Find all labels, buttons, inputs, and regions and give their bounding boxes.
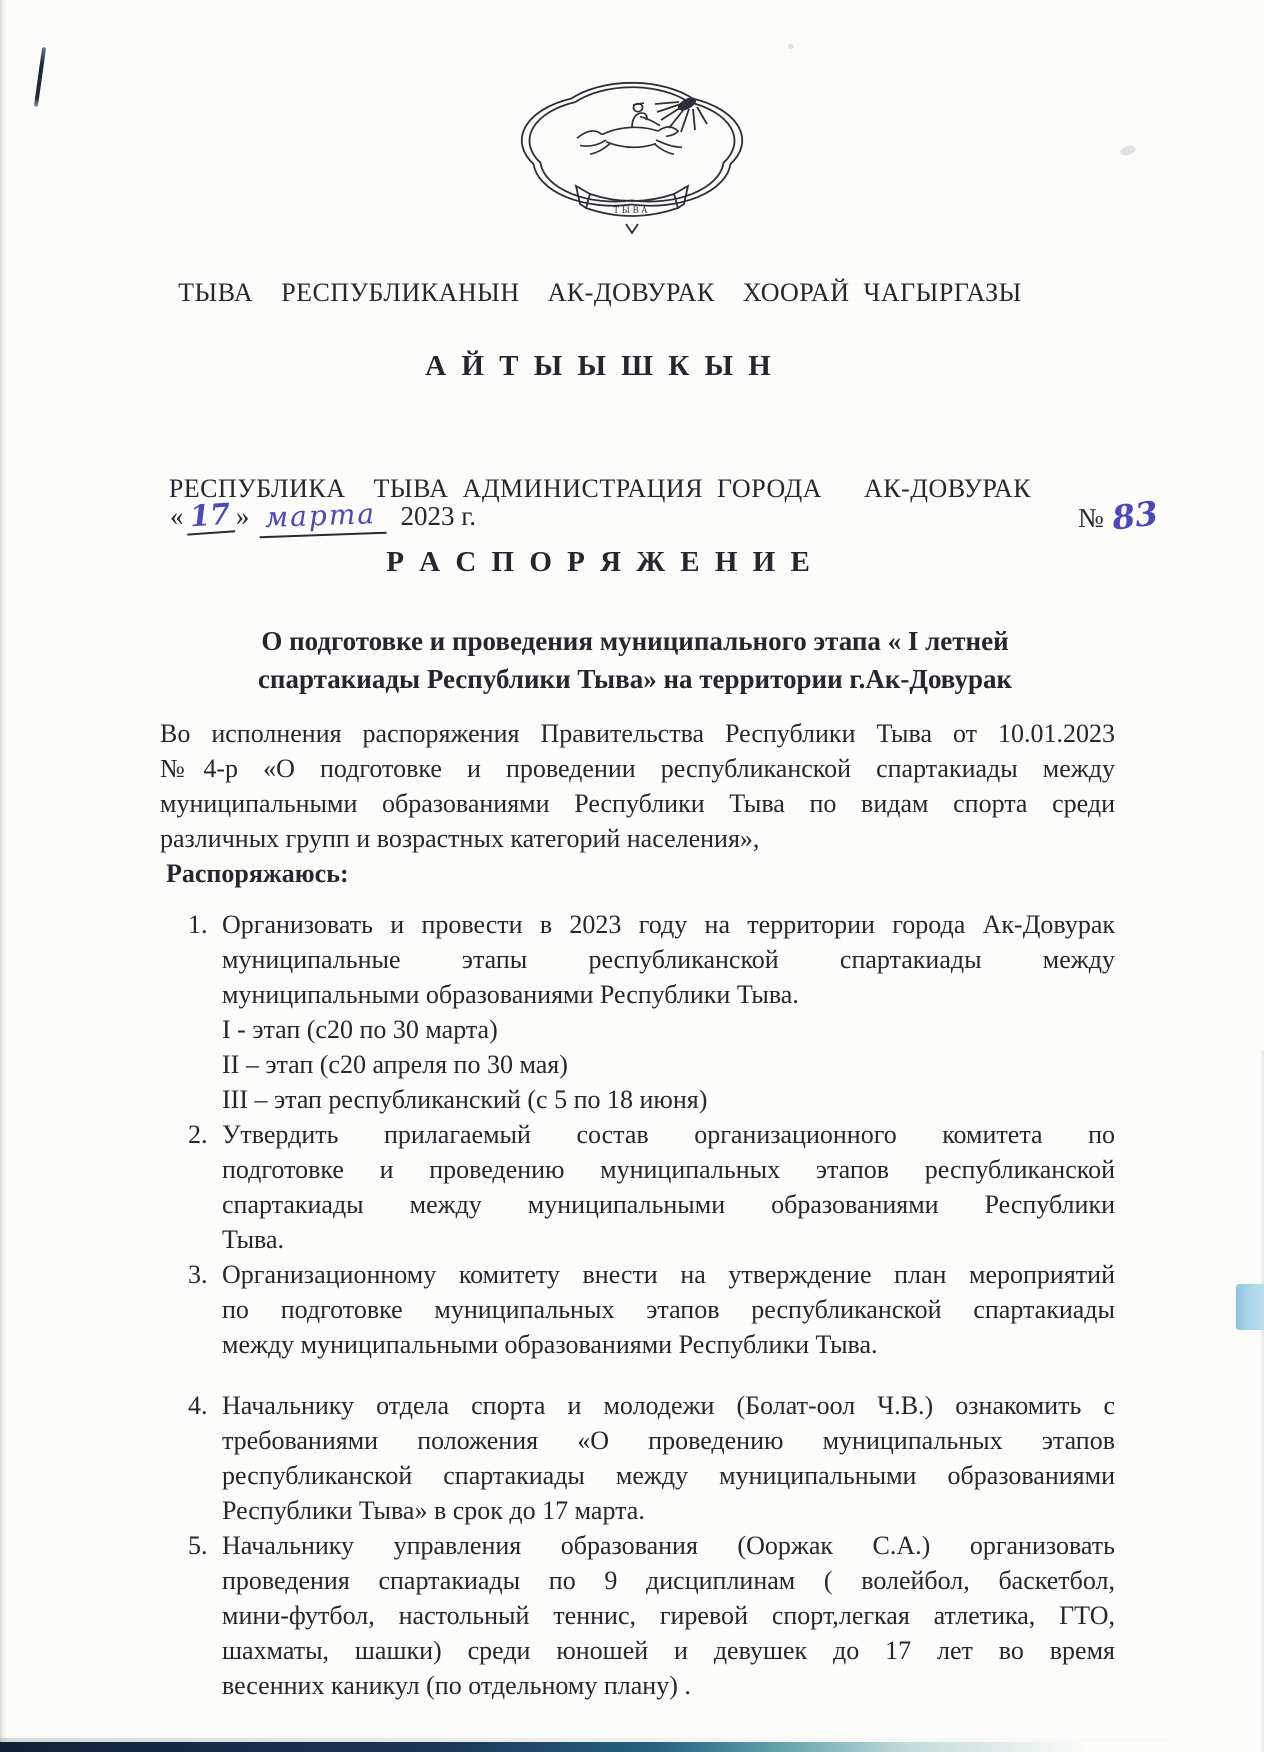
preamble-line: №4-р «О подготовке и проведении республиканской спартакиады между [160, 754, 1115, 783]
document-body [160, 716, 1115, 1703]
doc-type-tuvan: А Й Т Ы Ы Ш К Ы Н [425, 350, 775, 382]
item-line: муниципальными образованиями Республики Тыва. [222, 980, 799, 1009]
org-name-russian: РЕСПУБЛИКА ТЫВА АДМИНИСТРАЦИЯ ГОРОДА АК-ДОВУРАК [168, 474, 1032, 503]
scan-edge-artifact [1260, 1050, 1264, 1752]
item-line: Утвердить прилагаемый состав организационного комитета по [222, 1120, 1115, 1149]
letterhead [70, 240, 1130, 616]
item-line: весенних каникул (по отдельному плану) . [222, 1671, 691, 1700]
scan-footer-bar-artifact [0, 1742, 1264, 1752]
order-item-3 [188, 1257, 1115, 1362]
stage-line: I - этап (с20 по 30 марта) [222, 1015, 498, 1044]
item-line: Начальнику отдела спорта и молодежи (Болат-оол Ч.В.) ознакомить с [222, 1391, 1115, 1420]
stage-line: III – этап республиканский (с 5 по 18 июня) [222, 1085, 708, 1114]
order-item-2 [188, 1117, 1115, 1257]
quote-close: » [235, 501, 250, 531]
item-line: республиканской спартакиады между муниципальными образованиями [222, 1461, 1115, 1490]
number-sign: № [1078, 503, 1104, 533]
tyva-coat-of-arms-icon [512, 76, 752, 234]
resolve-label: Распоряжаюсь: [166, 859, 349, 888]
document-number-line [1078, 493, 1160, 538]
item-number: 4. [188, 1391, 208, 1420]
horse-rider-icon [577, 103, 682, 154]
handwritten-month: марта [259, 497, 387, 538]
item-line: Начальнику управления образования (Ооржак С.А.) организовать [222, 1531, 1115, 1560]
preamble-line: муниципальными образованиями Республики Тыва по видам спорта среди [160, 789, 1115, 818]
doc-type-russian: Р А С П О Р Я Ж Е Н И Е [386, 546, 814, 578]
title-line: спартакиады Республики Тыва» на территории г.Ак-Довурак [257, 664, 1013, 694]
emblem-ribbon-text: ТЫВА [613, 205, 651, 215]
order-item-4 [188, 1388, 1115, 1528]
order-item-5 [188, 1528, 1115, 1703]
item-line: Республики Тыва» в срок до 17 марта. [222, 1496, 645, 1525]
order-items [160, 907, 1115, 1703]
item-number: 5. [188, 1531, 208, 1560]
preamble-line: различных групп и возрастных категорий населения», [160, 824, 760, 853]
paragraph-gap [160, 1362, 1115, 1388]
org-name-tuvan: ТЫВА РЕСПУБЛИКАНЫН АК-ДОВУРАК ХООРАЙ ЧАГЫРГАЗЫ [178, 278, 1022, 307]
scan-edge-artifact [0, 0, 7, 1752]
document-title [160, 622, 1110, 698]
emblem-scalloped-border [522, 83, 742, 206]
item-line: Тыва. [222, 1225, 285, 1254]
order-item-1 [188, 907, 1115, 1117]
item-line: шахматы, шашки) среди юношей и девушек до 17 лет во время [222, 1636, 1115, 1665]
emblem-ribbon [576, 186, 688, 233]
scan-smudge [1119, 144, 1137, 157]
item-line: Организационному комитету внести на утверждение план мероприятий [222, 1260, 1115, 1289]
item-number: 3. [188, 1260, 208, 1289]
item-line: по подготовке муниципальных этапов республиканской спартакиады [222, 1295, 1115, 1324]
quote-open: « [170, 501, 184, 531]
handwritten-day: 17 [184, 496, 235, 535]
year-text: 2023 г. [400, 501, 476, 531]
item-line: Организовать и провести в 2023 году на территории города Ак-Довурак [222, 910, 1115, 939]
blue-sticky-tab [1236, 1284, 1264, 1330]
title-line: О подготовке и проведения муниципального этапа « I летней [261, 626, 1009, 656]
item-line: между муниципальными образованиями Республики Тыва. [222, 1330, 878, 1359]
item-number: 2. [188, 1120, 208, 1149]
date-line [170, 498, 476, 536]
item-line: мини-футбол, настольный теннис, гиревой спорт,легкая атлетика, ГТО, [222, 1601, 1115, 1630]
preamble-line: Во исполнения распоряжения Правительства Республики Тыва от 10.01.2023 [160, 719, 1115, 748]
item-number: 1. [188, 910, 208, 939]
stage-line: II – этап (с20 апреля по 30 мая) [222, 1050, 568, 1079]
item-line: спартакиады между муниципальными образованиями Республики [222, 1190, 1115, 1219]
item-line: требованиями положения «О проведению муниципальных этапов [222, 1426, 1115, 1455]
scan-smudge [788, 44, 794, 49]
item-line: проведения спартакиады по 9 дисциплинам ( волейбол, баскетбол, [222, 1566, 1115, 1595]
item-line: муниципальные этапы республиканской спартакиады между [222, 945, 1115, 974]
handwritten-number: 83 [1109, 493, 1160, 538]
item-line: подготовке и проведению муниципальных этапов республиканской [222, 1155, 1115, 1184]
pen-stroke-artifact [34, 47, 46, 107]
